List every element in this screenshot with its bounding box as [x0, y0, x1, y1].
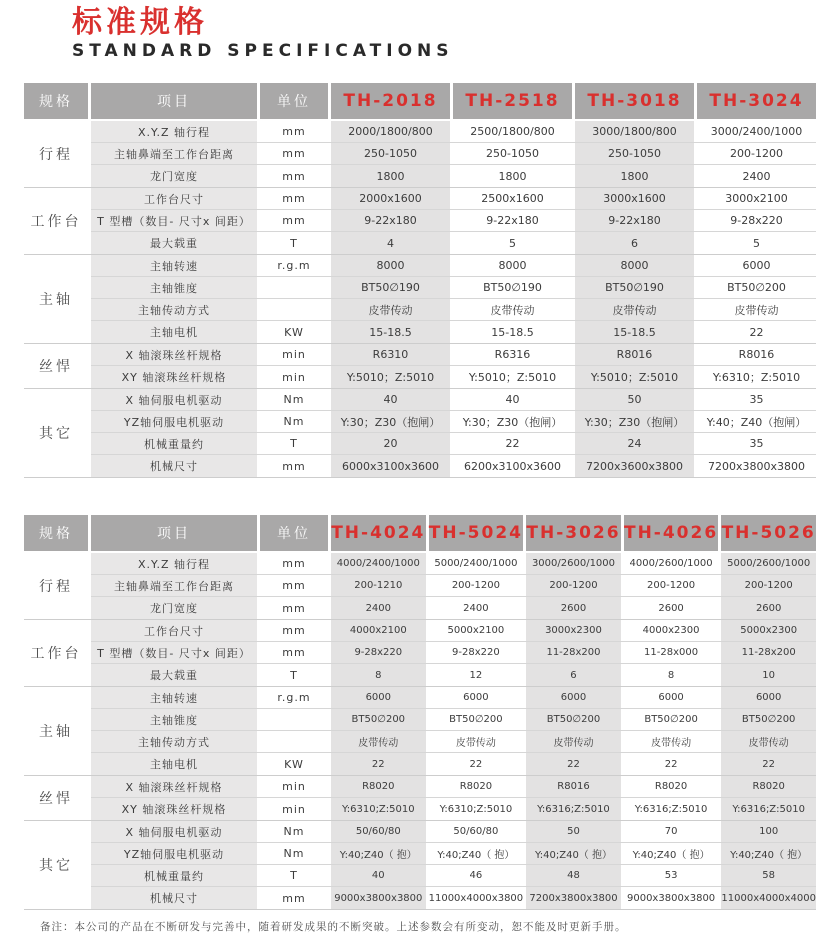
table-row: [91, 277, 816, 299]
group-rows: [91, 553, 816, 619]
item-cell: 机械重量约: [91, 433, 257, 454]
value-cell: 10: [721, 664, 816, 686]
unit-cell: mm: [260, 553, 328, 574]
value-cell: 35: [697, 433, 816, 454]
value-cell: 8000: [453, 255, 572, 276]
spec-group: [24, 121, 816, 188]
value-cell: 6000: [624, 687, 719, 708]
value-cell: 12: [429, 664, 524, 686]
value-cell: 22: [453, 433, 572, 454]
table-row: [91, 731, 816, 753]
unit-cell: mm: [260, 188, 328, 209]
table-row: [91, 642, 816, 664]
value-cell: 1800: [331, 165, 450, 187]
model-header-cell: TH-2018: [331, 83, 450, 119]
item-cell: X 轴伺服电机驱动: [91, 821, 257, 842]
value-cell: 11000x4000x3800: [429, 887, 524, 909]
model-header-cell: TH-4026: [624, 515, 719, 551]
table-row: [91, 188, 816, 210]
value-cell: 9-22x180: [331, 210, 450, 231]
item-cell: XY 轴滚珠丝杆规格: [91, 798, 257, 820]
value-cell: 3000x1600: [575, 188, 694, 209]
item-cell: T 型槽（数目- 尺寸x 间距）: [91, 210, 257, 231]
category-cell: 其它: [24, 821, 88, 909]
table-header-row: [24, 83, 816, 119]
table-row: [91, 709, 816, 731]
item-cell: XY 轴滚珠丝杆规格: [91, 366, 257, 388]
value-cell: 皮带传动: [526, 731, 621, 752]
value-cell: 9-22x180: [453, 210, 572, 231]
item-cell: 主轴锥度: [91, 709, 257, 730]
unit-cell: mm: [260, 210, 328, 231]
item-cell: 龙门宽度: [91, 597, 257, 619]
value-cell: 22: [697, 321, 816, 343]
unit-cell: [260, 299, 328, 320]
model-header-cell: TH-3026: [526, 515, 621, 551]
value-cell: 9-22x180: [575, 210, 694, 231]
table-row: [91, 843, 816, 865]
unit-cell: mm: [260, 597, 328, 619]
table-row: [91, 411, 816, 433]
table-row: [91, 553, 816, 575]
value-cell: 250-1050: [453, 143, 572, 164]
spec-group: [24, 620, 816, 687]
value-cell: 6: [575, 232, 694, 254]
value-cell: 3000x2100: [697, 188, 816, 209]
item-cell: X 轴伺服电机驱动: [91, 389, 257, 410]
unit-cell: min: [260, 798, 328, 820]
value-cell: R8016: [697, 344, 816, 365]
value-cell: 6000: [331, 687, 426, 708]
category-cell: 工作台: [24, 620, 88, 686]
table-row: [91, 321, 816, 343]
table-row: [91, 887, 816, 909]
value-cell: 200-1200: [624, 575, 719, 596]
unit-cell: r.g.m: [260, 687, 328, 708]
value-cell: 8000: [575, 255, 694, 276]
footnote: 备注：本公司的产品在不断研发与完善中，随着研发成果的不断突破。上述参数会有所变动，恕不能及时更新手册。: [40, 921, 627, 933]
value-cell: 2600: [624, 597, 719, 619]
table-row: [91, 143, 816, 165]
spec-group: [24, 389, 816, 478]
value-cell: 2500x1600: [453, 188, 572, 209]
value-cell: 15-18.5: [453, 321, 572, 343]
value-cell: R8016: [526, 776, 621, 797]
model-header-cell: TH-4024: [331, 515, 426, 551]
spec-group: [24, 776, 816, 821]
table-row: [91, 664, 816, 686]
value-cell: BT50∅200: [331, 709, 426, 730]
table-row: [91, 865, 816, 887]
table-row: [91, 121, 816, 143]
category-cell: 主轴: [24, 255, 88, 343]
value-cell: 4000/2600/1000: [624, 553, 719, 574]
value-cell: 11-28x200: [526, 642, 621, 663]
value-cell: 4000x2100: [331, 620, 426, 641]
category-cell: 丝悍: [24, 776, 88, 820]
table-row: [91, 687, 816, 709]
model-header-cell: TH-5024: [429, 515, 524, 551]
value-cell: 2400: [429, 597, 524, 619]
value-cell: 9-28x220: [697, 210, 816, 231]
value-cell: Y:40;Z40（ 抱）: [429, 843, 524, 864]
value-cell: 6200x3100x3600: [453, 455, 572, 477]
value-cell: 50/60/80: [331, 821, 426, 842]
value-cell: 7200x3600x3800: [575, 455, 694, 477]
value-cell: R8020: [331, 776, 426, 797]
value-cell: 8: [624, 664, 719, 686]
table-header-row: [24, 515, 816, 551]
value-cell: 5: [697, 232, 816, 254]
unit-cell: KW: [260, 753, 328, 775]
value-cell: 2400: [331, 597, 426, 619]
value-cell: 皮带传动: [429, 731, 524, 752]
value-cell: R6310: [331, 344, 450, 365]
item-cell: 主轴鼻端至工作台距离: [91, 143, 257, 164]
unit-cell: min: [260, 776, 328, 797]
table-row: [91, 232, 816, 254]
item-cell: 主轴转速: [91, 687, 257, 708]
unit-cell: Nm: [260, 389, 328, 410]
value-cell: 皮带传动: [331, 299, 450, 320]
table-row: [91, 455, 816, 477]
category-cell: 行程: [24, 121, 88, 187]
table-row: [91, 165, 816, 187]
table-row: [91, 776, 816, 798]
value-cell: Y:6316;Z:5010: [624, 798, 719, 820]
value-cell: 200-1200: [721, 575, 816, 596]
table-row: [91, 798, 816, 820]
value-cell: R8020: [721, 776, 816, 797]
value-cell: 6000: [721, 687, 816, 708]
item-cell: 主轴电机: [91, 321, 257, 343]
value-cell: 35: [697, 389, 816, 410]
item-header-cell: 项目: [91, 515, 257, 551]
item-cell: T 型槽（数目- 尺寸x 间距）: [91, 642, 257, 663]
value-cell: 4000x2300: [624, 620, 719, 641]
value-cell: 5: [453, 232, 572, 254]
table-row: [91, 210, 816, 232]
value-cell: Y:6310;Z:5010: [429, 798, 524, 820]
value-cell: 50: [526, 821, 621, 842]
value-cell: BT50∅200: [697, 277, 816, 298]
item-cell: 机械重量约: [91, 865, 257, 886]
value-cell: 22: [624, 753, 719, 775]
value-cell: 7200x3800x3800: [526, 887, 621, 909]
value-cell: 3000x2300: [526, 620, 621, 641]
value-cell: 皮带传动: [624, 731, 719, 752]
value-cell: Y:40;Z40（ 抱）: [624, 843, 719, 864]
item-cell: 主轴传动方式: [91, 731, 257, 752]
value-cell: BT50∅190: [453, 277, 572, 298]
unit-cell: [260, 731, 328, 752]
value-cell: R6316: [453, 344, 572, 365]
value-cell: 58: [721, 865, 816, 886]
value-cell: 70: [624, 821, 719, 842]
value-cell: 皮带传动: [697, 299, 816, 320]
value-cell: 5000/2600/1000: [721, 553, 816, 574]
unit-cell: r.g.m: [260, 255, 328, 276]
item-header-cell: 项目: [91, 83, 257, 119]
value-cell: 250-1050: [331, 143, 450, 164]
spec-group: [24, 255, 816, 344]
value-cell: 3000/1800/800: [575, 121, 694, 142]
value-cell: BT50∅190: [331, 277, 450, 298]
value-cell: 1800: [453, 165, 572, 187]
unit-header-cell: 单位: [260, 515, 328, 551]
value-cell: 2000x1600: [331, 188, 450, 209]
page-title-chinese: 标准规格: [72, 5, 208, 40]
unit-cell: mm: [260, 887, 328, 909]
value-cell: 40: [331, 865, 426, 886]
value-cell: 9-28x220: [429, 642, 524, 663]
unit-cell: Nm: [260, 821, 328, 842]
value-cell: 皮带传动: [721, 731, 816, 752]
value-cell: 7200x3800x3800: [697, 455, 816, 477]
value-cell: BT50∅200: [429, 709, 524, 730]
value-cell: 50/60/80: [429, 821, 524, 842]
spec-header-cell: 规格: [24, 83, 88, 119]
unit-cell: min: [260, 366, 328, 388]
value-cell: 4: [331, 232, 450, 254]
value-cell: 200-1210: [331, 575, 426, 596]
table-row: [91, 255, 816, 277]
value-cell: 3000/2600/1000: [526, 553, 621, 574]
spec-group: [24, 188, 816, 255]
value-cell: 8000: [331, 255, 450, 276]
table-row: [91, 575, 816, 597]
value-cell: Y:5010；Z:5010: [453, 366, 572, 388]
unit-cell: [260, 709, 328, 730]
group-rows: [91, 255, 816, 343]
value-cell: Y:5010；Z:5010: [331, 366, 450, 388]
unit-cell: T: [260, 664, 328, 686]
item-cell: YZ轴伺服电机驱动: [91, 411, 257, 432]
value-cell: 200-1200: [697, 143, 816, 164]
value-cell: 200-1200: [429, 575, 524, 596]
value-cell: 2400: [697, 165, 816, 187]
value-cell: 3000/2400/1000: [697, 121, 816, 142]
table-row: [91, 299, 816, 321]
category-cell: 工作台: [24, 188, 88, 254]
item-cell: YZ轴伺服电机驱动: [91, 843, 257, 864]
page-title-english: STANDARD SPECIFICATIONS: [72, 41, 454, 61]
item-cell: 机械尺寸: [91, 455, 257, 477]
unit-cell: Nm: [260, 411, 328, 432]
item-cell: 最大载重: [91, 664, 257, 686]
value-cell: 250-1050: [575, 143, 694, 164]
item-cell: 最大载重: [91, 232, 257, 254]
unit-cell: min: [260, 344, 328, 365]
group-rows: [91, 687, 816, 775]
item-cell: 主轴鼻端至工作台距离: [91, 575, 257, 596]
value-cell: Y:30；Z30（抱闸）: [575, 411, 694, 432]
value-cell: Y:6310；Z:5010: [697, 366, 816, 388]
value-cell: 6000: [526, 687, 621, 708]
value-cell: 4000/2400/1000: [331, 553, 426, 574]
unit-cell: mm: [260, 165, 328, 187]
category-cell: 主轴: [24, 687, 88, 775]
group-rows: [91, 821, 816, 909]
spec-header-cell: 规格: [24, 515, 88, 551]
value-cell: Y:6316;Z:5010: [526, 798, 621, 820]
unit-cell: [260, 277, 328, 298]
group-rows: [91, 121, 816, 187]
value-cell: R8020: [429, 776, 524, 797]
unit-cell: mm: [260, 455, 328, 477]
model-header-cell: TH-3018: [575, 83, 694, 119]
group-rows: [91, 620, 816, 686]
value-cell: Y:40;Z40（ 抱）: [331, 843, 426, 864]
unit-cell: Nm: [260, 843, 328, 864]
value-cell: Y:40；Z40（抱闸）: [697, 411, 816, 432]
value-cell: 48: [526, 865, 621, 886]
value-cell: 40: [453, 389, 572, 410]
spec-group: [24, 687, 816, 776]
value-cell: 11-28x000: [624, 642, 719, 663]
item-cell: X.Y.Z 轴行程: [91, 553, 257, 574]
value-cell: BT50∅190: [575, 277, 694, 298]
table-row: [91, 620, 816, 642]
value-cell: 6: [526, 664, 621, 686]
value-cell: 53: [624, 865, 719, 886]
item-cell: 龙门宽度: [91, 165, 257, 187]
value-cell: Y:6316;Z:5010: [721, 798, 816, 820]
value-cell: Y:40;Z40（ 抱）: [721, 843, 816, 864]
item-cell: X 轴滚珠丝杆规格: [91, 776, 257, 797]
value-cell: 15-18.5: [575, 321, 694, 343]
value-cell: 100: [721, 821, 816, 842]
value-cell: 2500/1800/800: [453, 121, 572, 142]
value-cell: R8016: [575, 344, 694, 365]
value-cell: 皮带传动: [331, 731, 426, 752]
item-cell: 工作台尺寸: [91, 620, 257, 641]
unit-header-cell: 单位: [260, 83, 328, 119]
value-cell: 50: [575, 389, 694, 410]
value-cell: 11-28x200: [721, 642, 816, 663]
unit-cell: mm: [260, 575, 328, 596]
item-cell: 主轴电机: [91, 753, 257, 775]
value-cell: 皮带传动: [453, 299, 572, 320]
table-row: [91, 366, 816, 388]
unit-cell: T: [260, 433, 328, 454]
value-cell: Y:40;Z40（ 抱）: [526, 843, 621, 864]
value-cell: 200-1200: [526, 575, 621, 596]
model-header-cell: TH-5026: [721, 515, 816, 551]
value-cell: 15-18.5: [331, 321, 450, 343]
spec-table-1: [24, 83, 816, 478]
group-rows: [91, 344, 816, 388]
group-rows: [91, 776, 816, 820]
value-cell: 8: [331, 664, 426, 686]
item-cell: 机械尺寸: [91, 887, 257, 909]
value-cell: 6000: [429, 687, 524, 708]
item-cell: 工作台尺寸: [91, 188, 257, 209]
value-cell: 22: [331, 753, 426, 775]
spec-table-2: [24, 515, 816, 910]
table-row: [91, 597, 816, 619]
value-cell: 皮带传动: [575, 299, 694, 320]
value-cell: Y:6310;Z:5010: [331, 798, 426, 820]
value-cell: Y:30；Z30（抱闸）: [453, 411, 572, 432]
value-cell: 6000: [697, 255, 816, 276]
value-cell: 20: [331, 433, 450, 454]
table-row: [91, 389, 816, 411]
item-cell: X.Y.Z 轴行程: [91, 121, 257, 142]
category-cell: 其它: [24, 389, 88, 477]
value-cell: 2000/1800/800: [331, 121, 450, 142]
value-cell: 1800: [575, 165, 694, 187]
table-row: [91, 344, 816, 366]
value-cell: 22: [721, 753, 816, 775]
value-cell: 9-28x220: [331, 642, 426, 663]
unit-cell: KW: [260, 321, 328, 343]
category-cell: 行程: [24, 553, 88, 619]
value-cell: 24: [575, 433, 694, 454]
spec-sheet-page: [0, 6, 816, 940]
value-cell: 5000x2300: [721, 620, 816, 641]
item-cell: X 轴滚珠丝杆规格: [91, 344, 257, 365]
unit-cell: mm: [260, 642, 328, 663]
item-cell: 主轴传动方式: [91, 299, 257, 320]
value-cell: R8020: [624, 776, 719, 797]
unit-cell: mm: [260, 620, 328, 641]
unit-cell: mm: [260, 143, 328, 164]
unit-cell: mm: [260, 121, 328, 142]
value-cell: 6000x3100x3600: [331, 455, 450, 477]
table-row: [91, 433, 816, 455]
model-header-cell: TH-3024: [697, 83, 816, 119]
category-cell: 丝悍: [24, 344, 88, 388]
table-row: [91, 753, 816, 775]
value-cell: 2600: [721, 597, 816, 619]
value-cell: 5000/2400/1000: [429, 553, 524, 574]
unit-cell: T: [260, 865, 328, 886]
value-cell: 11000x4000x4000: [721, 887, 816, 909]
value-cell: 22: [526, 753, 621, 775]
value-cell: BT50∅200: [721, 709, 816, 730]
value-cell: 5000x2100: [429, 620, 524, 641]
value-cell: 22: [429, 753, 524, 775]
table-row: [91, 821, 816, 843]
group-rows: [91, 389, 816, 477]
value-cell: Y:5010；Z:5010: [575, 366, 694, 388]
value-cell: BT50∅200: [526, 709, 621, 730]
spec-group: [24, 344, 816, 389]
spec-group: [24, 553, 816, 620]
value-cell: 46: [429, 865, 524, 886]
group-rows: [91, 188, 816, 254]
value-cell: BT50∅200: [624, 709, 719, 730]
spec-group: [24, 821, 816, 910]
value-cell: Y:30；Z30（抱闸）: [331, 411, 450, 432]
item-cell: 主轴转速: [91, 255, 257, 276]
model-header-cell: TH-2518: [453, 83, 572, 119]
item-cell: 主轴锥度: [91, 277, 257, 298]
value-cell: 2600: [526, 597, 621, 619]
value-cell: 9000x3800x3800: [331, 887, 426, 909]
unit-cell: T: [260, 232, 328, 254]
value-cell: 9000x3800x3800: [624, 887, 719, 909]
value-cell: 40: [331, 389, 450, 410]
